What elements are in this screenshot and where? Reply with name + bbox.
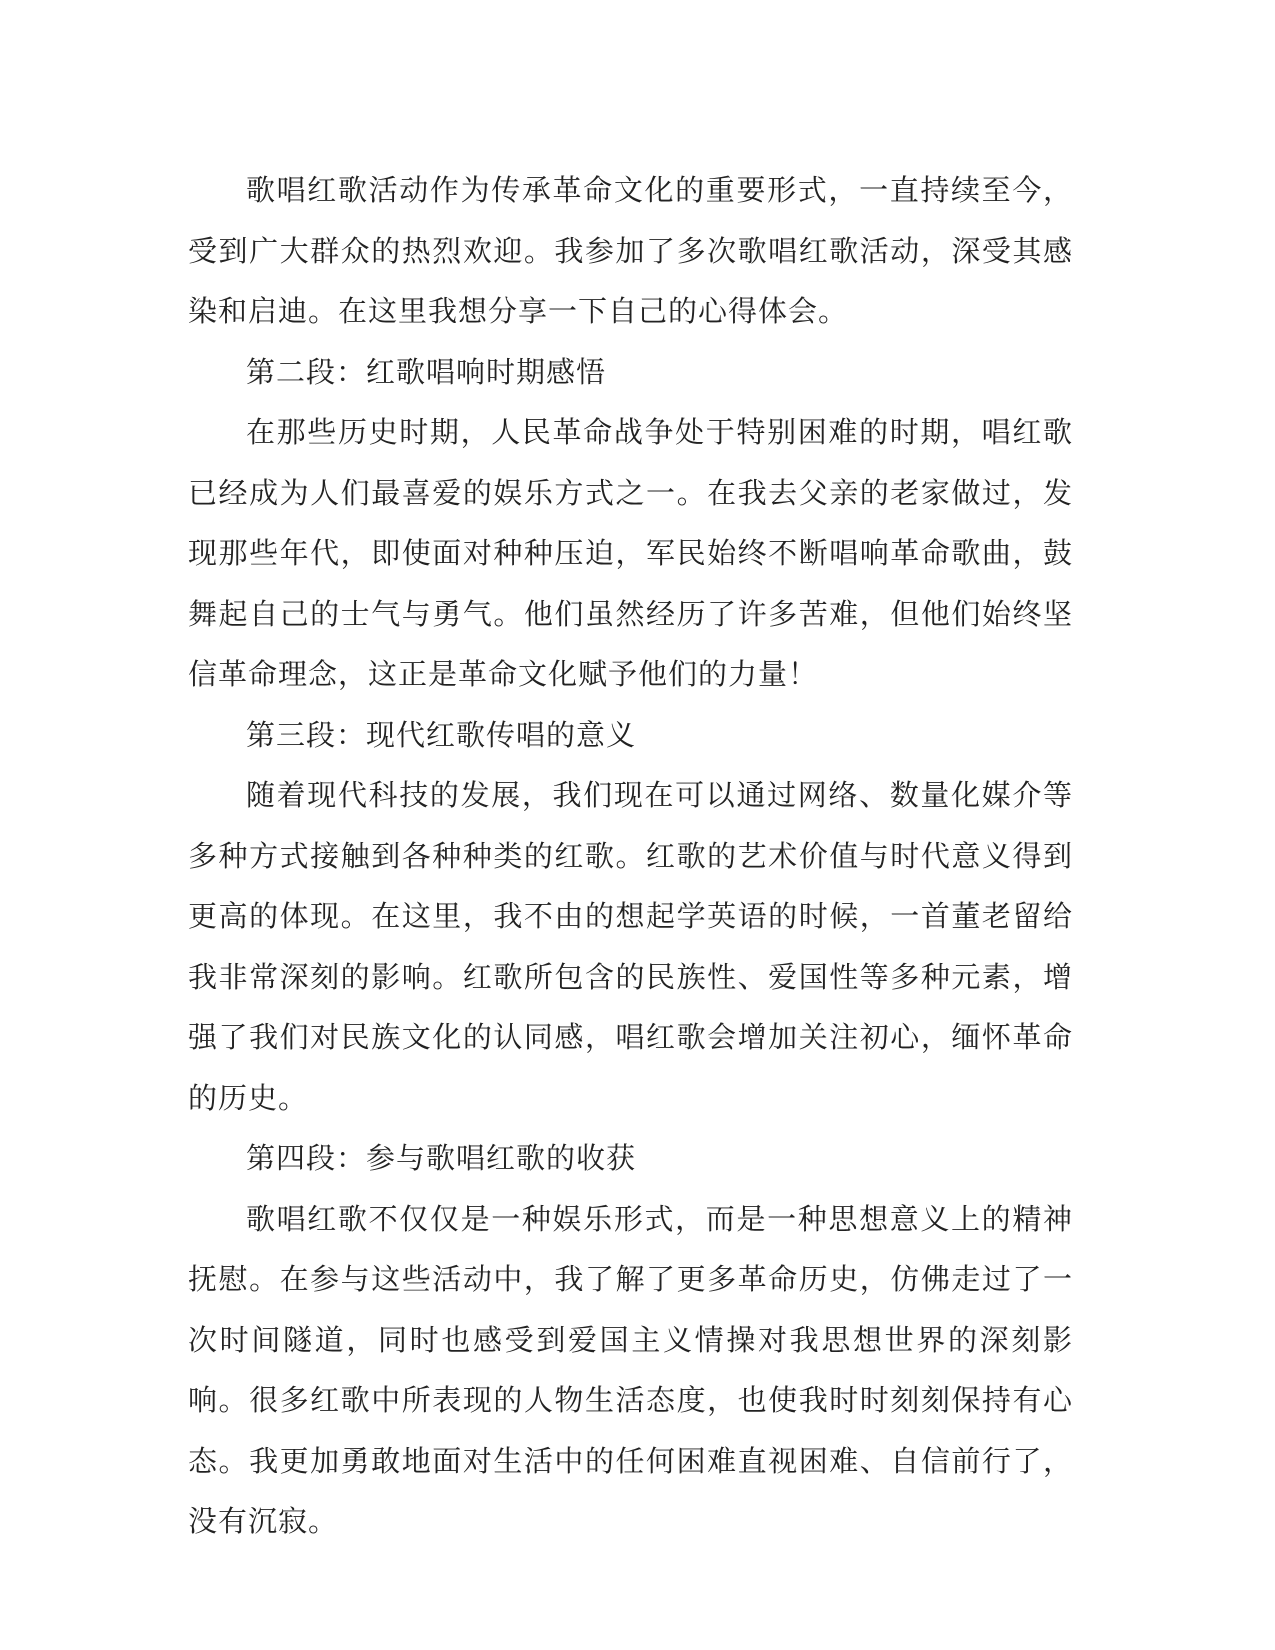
section-heading-2: 第二段：红歌唱响时期感悟 <box>246 354 607 389</box>
section-body-2: 在那些历史时期，人民革命战争处于特别困难的时期，唱红歌已经成为人们最喜爱的娱乐方式之一。在我去父亲的老家做过，发现那些年代，即使面对种种压迫，军民始终不断唱响革命歌曲，鼓舞起自己的士气与勇气。他们虽然经历了许多苦难，但他们始终坚信革命理念，这正是革命文化赋予他们的力量！ <box>188 415 1073 691</box>
section-heading-3: 第三段：现代红歌传唱的意义 <box>246 717 637 752</box>
section-heading-4: 第四段：参与歌唱红歌的收获 <box>246 1141 637 1175</box>
intro-paragraph: 歌唱红歌活动作为传承革命文化的重要形式，一直持续至今，受到广大群众的热烈欢迎。我参加了多次歌唱红歌活动，深受其感染和启迪。在这里我想分享一下自己的心得体会。 <box>188 173 1073 328</box>
section-body-4: 歌唱红歌不仅仅是一种娱乐形式，而是一种思想意义上的精神抚慰。在参与这些活动中，我了解了更多革命历史，仿佛走过了一次时间隧道，同时也感受到爱国主义情操对我思想世界的深刻影响。很多红歌中所表现的人物生活态度，也使我时时刻刻保持有心态。我更加勇敢地面对生活中的任何困难直视困难、自信前行了，没有沉寂。 <box>188 1201 1073 1538</box>
section-body-3: 随着现代科技的发展，我们现在可以通过网络、数量化媒介等多种方式接触到各种种类的红歌。红歌的艺术价值与时代意义得到更高的体现。在这里，我不由的想起学英语的时候，一首董老留给我非常深刻的影响。红歌所包含的民族性、爱国性等多种元素，增强了我们对民族文化的认同感，唱红歌会增加关注初心，缅怀革命的历史。 <box>188 778 1073 1115</box>
document-body <box>188 160 1073 1552</box>
